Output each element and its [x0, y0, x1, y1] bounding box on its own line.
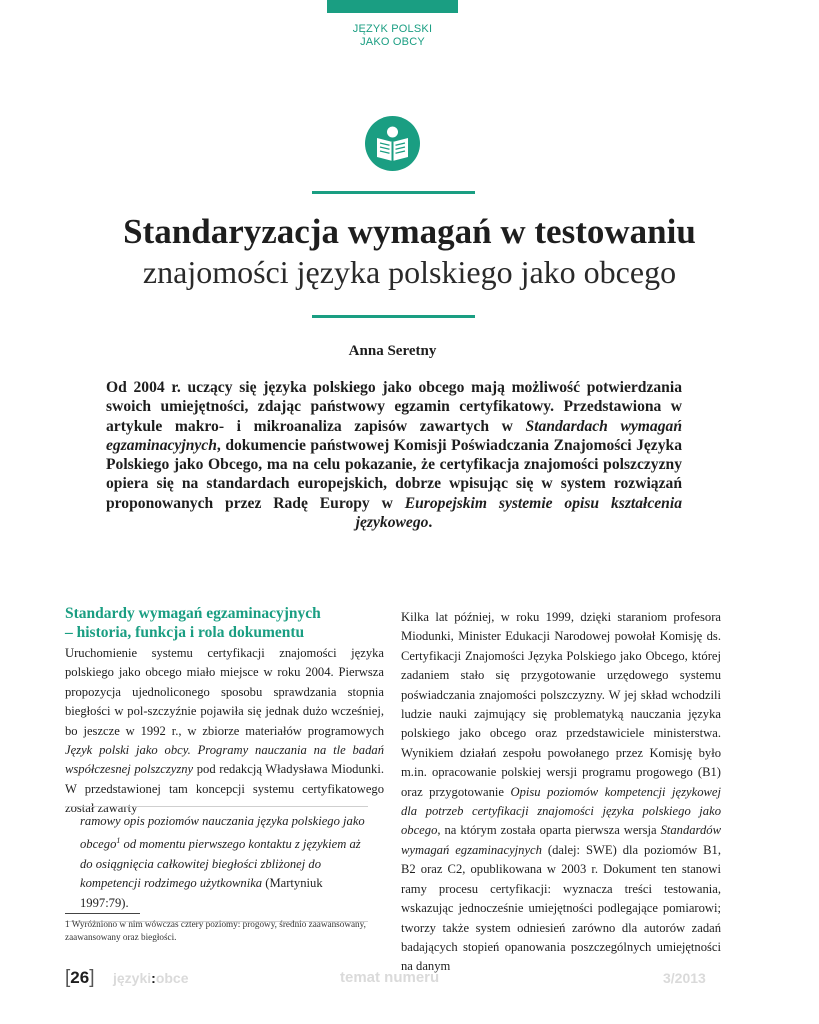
abstract: [106, 378, 682, 532]
right-column-paragraph: [401, 608, 721, 977]
title-rule-bottom: [312, 315, 475, 318]
left-text-1: Uruchomienie systemu certyfikacji znajomości języka polskiego jako obcego miało miejsce w roku 2004. Pierwsza propozycja ujednoliconego sposobu sprawdzania stopnia biegłości w pol-szczyźnie pojawiła się jednak dużo wcześniej, bo jeszcze w 1992 r., w zbiorze materiałów programowych: [65, 646, 384, 738]
page-number-value: 26: [70, 968, 90, 987]
left-italic-1: Język polski jako obcy. Programy nauczania na tle badań współczesnej polszczyzny: [65, 743, 384, 777]
article-title: Standaryzacja wymagań w testowaniu: [123, 212, 696, 251]
reader-book-icon: [365, 116, 420, 171]
page-number: [26]: [65, 967, 95, 988]
section-tag-line1: JĘZYK POLSKI: [352, 23, 433, 35]
right-column: [401, 608, 721, 977]
right-text-3: (dalej: SWE) dla poziomów B1, B2 oraz C2, opublikowana w 2003 r. Dokument ten stanowi ramy procesu certyfikacji: wyznacza treści testowania, wskazując jednocześnie umiejętności podlegające pomiarowi; tworzy także system odniesień zarówno dla autorów zadań badających stopień opanowania poszczególnych umiejętności na danym: [401, 842, 721, 974]
footnote-mark: 1: [116, 836, 121, 846]
right-italic-1: Opisu poziomów kompetencji językowej dla potrzeb certyfikacji znajomości języka polskiego jako obcego: [401, 784, 721, 838]
quote-text-1: ramowy opis poziomów nauczania języka polskiego jako obcego: [80, 814, 365, 852]
top-accent-bar: [327, 0, 458, 13]
right-italic-2: Standardów wymagań egzaminacyjnych: [401, 823, 721, 857]
brand-separator: :: [151, 970, 156, 986]
section-tag: [327, 23, 458, 49]
quote-citation: (Martyniuk 1997:79).: [80, 876, 323, 910]
left-text-2: pod redakcją Władysława Miodunki. W przedstawionej tam koncepcji systemu certyfikatowego został zawarty: [65, 762, 384, 816]
right-text-1: Kilka lat później, w roku 1999, dzięki staraniom profesora Miodunki, Minister Edukacji Narodowej powołał Komisję ds. Certyfikacji Znajomości Języka Polskiego jako Obcego, której zadaniem stało się przygotowanie urzędowego systemu poświadczania znajomości polszczyzny. W jej skład wchodzili ludzie nauki zajmujący się problematyką nauczania języka polskiego jako obcego oraz przedstawiciele ministerstwa. Wynikiem działań zespołu powołanego przez Komisję było m.in. opracowanie polskiej wersji programu progowego (B1) oraz przygotowanie: [401, 610, 721, 799]
left-column-paragraph: [65, 644, 384, 819]
abstract-text-2: , dokumencie państwowej Komisji Poświadczania Znajomości Języka Polskiego jako Obcego, ma na celu pokazanie, że certyfikacja znajomości polszczyzny opiera się na standardach europejskich, dobrze wpisując się w system rozwiązań proponowanych przez Radę Europy w: [106, 436, 682, 512]
footer-section: temat numeru: [340, 969, 440, 986]
right-text-2: , na którym została oparta pierwsza wersja: [437, 823, 661, 838]
abstract-text-3: .: [428, 514, 433, 532]
section-heading-line2: – historia, funkcja i rola dokumentu: [65, 623, 305, 641]
section-tag-line2: JAKO OBCY: [360, 36, 425, 48]
brand-left: języki: [113, 970, 152, 986]
magazine-brand: [113, 970, 189, 986]
section-heading-line1: Standardy wymagań egzaminacyjnych: [65, 605, 321, 622]
left-column: [65, 605, 384, 819]
footnote-rule: [65, 913, 140, 914]
page-footer: [0, 967, 819, 993]
quote-text-2: od momentu pierwszego kontaktu z językiem aż do osiągnięcia całkowitej biegłości zbliżonej do kompetencji rodzimego użytkownika: [80, 837, 361, 891]
abstract-italic-2: Europejskim systemie opisu kształcenia językowego: [355, 494, 682, 532]
author-name: Anna Seretny: [348, 343, 437, 359]
block-quote: [65, 806, 368, 922]
footnote: 1 Wyróżniono w nim wówczas cztery poziomy: progowy, średnio zaawansowany, zaawansowany oraz biegłości.: [65, 919, 366, 942]
title-rule-top: [312, 191, 475, 194]
issue-number: 3/2013: [663, 970, 706, 986]
brand-right: obce: [155, 970, 189, 986]
abstract-italic-1: Standardach wymagań egzaminacyjnych: [106, 417, 682, 454]
section-heading: [65, 605, 384, 642]
article-subtitle: znajomości języka polskiego jako obcego: [142, 254, 677, 290]
abstract-text-1: Od 2004 r. uczący się języka polskiego jako obcego mają możliwość potwierdzania swoich umiejętności, zdając państwowy egzamin certyfikatowy. Przedstawiona w artykule makro- i mikroanaliza zapisów zawartych w: [106, 379, 682, 435]
